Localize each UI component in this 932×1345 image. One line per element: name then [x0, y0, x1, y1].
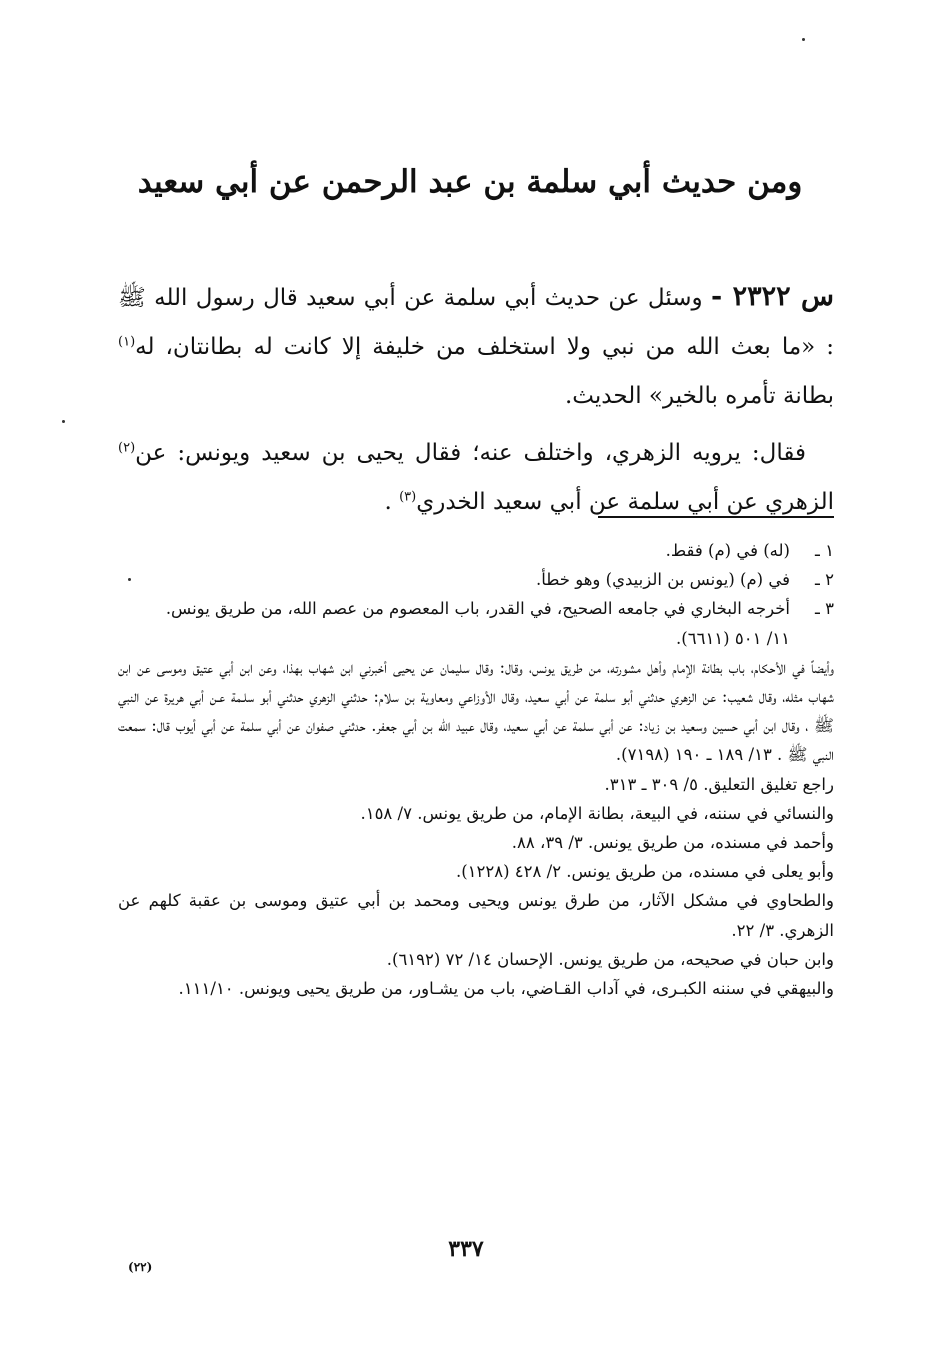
footnote-continuation: وأيضاً في الأحكام، باب بطانة الإمام وأهل مشورته، من طريق يونس، وقال: وقال سليمان عن يحيى أخبرني ابن شهاب بهذا، وعن ابن أبي عتيق وموسى عن ابن شهاب مثله، وقال شعيب: عن الزهري حدثني أبو سلمة عن أبي سعيد، وقال الأوزاعي ومعاوية بن سلام: حدثني الزهري حدثني أبو سلـمة عـن أبي هريرة عن النبي ﷺ ، وقال ابن أبي حسين وسعيد بن زياد: عن أبي سلمة عن أبي سعيد، وقال عبيد الله بن أبي جعفر. حدثني صفوان عن أبي سلمة عن أبي أيوب قال: سمعت النبي ﷺ . ١٣/ ١٨٩ ـ ١٩٠ (٧١٩٨).	[118, 657, 834, 765]
footnote-line: أخرجه البخاري في جامعه الصحيح، في القدر، باب المعصوم من عصم الله، من طريق يونس.	[165, 599, 790, 619]
footnote-continuation: وابن حبان في صحيحه، من طريق يونس. الإحسان ١٤/ ٧٢ (٦١٩٢).	[386, 949, 834, 969]
footnote-1	[118, 536, 834, 565]
scan-speck	[802, 38, 805, 41]
question-paragraph	[118, 272, 834, 421]
footnote-continuation: والبيهقي في سننه الكبـرى، في آداب القـاضي، باب من يشـاور، من طريق يحيى ويونس. ١١١/١٠.	[178, 979, 834, 999]
footnotes	[118, 536, 834, 1003]
footnote-text	[118, 594, 790, 652]
footnote-3	[118, 594, 834, 652]
footnote-2	[118, 565, 834, 594]
question-text-end: بطانة تأمره بالخير» الحديث.	[565, 383, 834, 409]
footnote-continuation: والنسائي في سننه، في البيعة، بطانة الإمام، من طريق يونس. ٧/ ١٥٨.	[360, 803, 834, 823]
question-number: س ٢٣٢٢ -	[711, 281, 835, 312]
footnote-continuation: والطحاوي في مشكل الآثار، من طرق يونس ويحيى ومحمد بن أبي عتيق وموسى بن عقبة كلهم عن الزهري. ٣/ ٢٢.	[118, 891, 834, 940]
footnote-ref-2: (٢)	[118, 440, 136, 456]
footnote-separator	[598, 516, 834, 518]
footnote-number: ٢ ـ	[815, 570, 834, 590]
footnote-text: (له) في (م) فقط.	[665, 541, 790, 560]
answer-text-mid: الزهري عن أبي سلمة عن أبي سعيد الخدري	[416, 489, 834, 515]
answer-paragraph	[118, 429, 834, 527]
answer-text-end: .	[384, 489, 400, 515]
footnote-ref-1: (١)	[118, 334, 136, 350]
page-number: ٣٣٧	[448, 1236, 484, 1262]
footnote-continuation: وأبو يعلى في مسنده، من طريق يونس. ٢/ ٤٢٨ (١٢٢٨).	[455, 862, 834, 882]
footnote-text: في (م) (يونس بن الزبيدي) وهو خطأ.	[535, 570, 790, 590]
section-title: ومن حديث أبي سلمة بن عبد الرحمن عن أبي سعيد	[137, 164, 803, 200]
footnote-number: ٣ ـ	[815, 599, 834, 619]
scan-speck	[128, 578, 131, 581]
footnote-number: ١ ـ	[815, 541, 834, 560]
footnote-continuation: راجع تغليق التعليق. ٥/ ٣٠٩ ـ ٣١٣.	[604, 774, 834, 794]
footnote-ref-3: (٣)	[399, 489, 417, 505]
question-text: وسئل عن حديث أبي سلمة عن أبي سعيد قال رسول الله ﷺ : «ما بعث الله من نبي ولا استخلف من خليفة إلا كانت له بطانتان، له	[118, 285, 834, 360]
main-text	[118, 272, 834, 527]
footnote-line: ١١/ ٥٠١ (٦٦١١).	[676, 628, 790, 648]
scan-speck	[62, 420, 65, 423]
footnote-continuation: وأحمد في مسنده، من طريق يونس. ٣/ ٣٩، ٨٨.	[511, 833, 834, 853]
signature-mark: (٢٢)	[128, 1260, 153, 1274]
answer-text-start: فقال: يرويه الزهري، واختلف عنه؛ فقال يحيى بن سعيد ويونس: عن	[135, 440, 806, 466]
